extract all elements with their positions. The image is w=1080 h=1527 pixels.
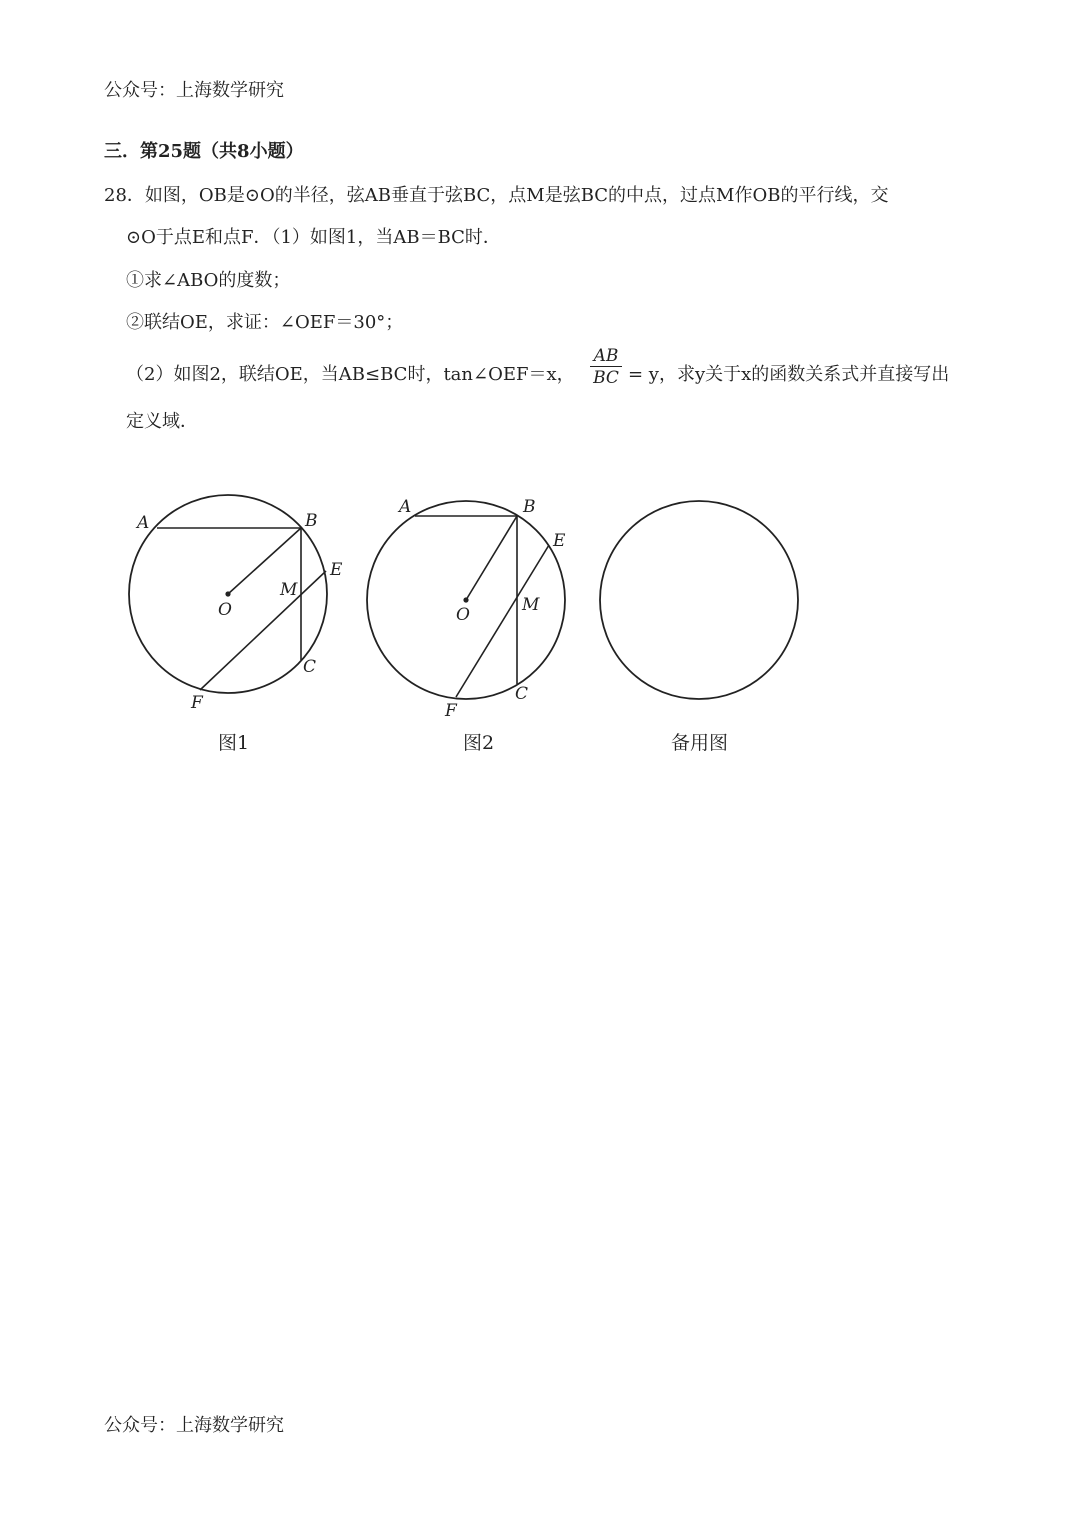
fraction-ab-over-bc xyxy=(590,346,622,389)
spare-circle xyxy=(600,501,798,699)
spare-caption: 备用图 xyxy=(671,732,729,754)
fig2-label-a: A xyxy=(399,497,412,517)
problem-part-2-continued: = y，求y关于x的函数关系式并直接写出 xyxy=(628,364,950,385)
fig2-label-c: C xyxy=(515,684,529,704)
problem-line-domain: 定义域． xyxy=(126,411,198,432)
problem-question-2: ②联结OE，求证：∠OEF＝30°； xyxy=(126,312,404,333)
fig1-caption: 图1 xyxy=(218,732,250,754)
fig1-label-m: M xyxy=(280,580,298,600)
figure-spare xyxy=(600,501,798,754)
fig2-label-e: E xyxy=(553,531,566,551)
fig1-label-c: C xyxy=(303,657,317,677)
figure-2 xyxy=(367,497,566,754)
fig1-label-a: A xyxy=(137,513,150,533)
problem-line-2: ⊙O于点E和点F．（1）如图1，当AB＝BC时． xyxy=(126,227,501,248)
fraction-numerator: AB xyxy=(590,346,622,367)
fig2-label-f: F xyxy=(445,701,457,721)
page-footer: 公众号：上海数学研究 xyxy=(104,1415,284,1436)
problem-part-2: （2）如图2，联结OE，当AB≤BC时，tan∠OEF＝x， xyxy=(126,364,575,385)
problem-line-1: 28．如图，OB是⊙O的半径，弦AB垂直于弦BC，点M是弦BC的中点，过点M作OB的平行线，交 xyxy=(104,185,889,206)
figure-1 xyxy=(129,495,343,754)
fig1-center-dot xyxy=(225,591,230,596)
section-title: 三．第25题（共8小题） xyxy=(104,141,304,162)
fig1-label-o: O xyxy=(218,600,232,620)
fig2-center-dot xyxy=(463,597,468,602)
fig2-line-ef xyxy=(456,545,549,697)
fig2-label-o: O xyxy=(456,605,470,625)
fig1-label-b: B xyxy=(305,511,318,531)
fraction-denominator: BC xyxy=(593,368,619,388)
fig2-radius-ob xyxy=(466,516,517,600)
problem-question-1: ①求∠ABO的度数； xyxy=(126,270,291,291)
fig2-label-m: M xyxy=(522,595,540,615)
fig1-label-f: F xyxy=(191,693,203,713)
figures-area xyxy=(0,460,1080,1260)
fig2-caption: 图2 xyxy=(463,732,495,754)
fig1-label-e: E xyxy=(330,560,343,580)
fig2-label-b: B xyxy=(523,497,536,517)
page-header: 公众号：上海数学研究 xyxy=(104,80,284,101)
